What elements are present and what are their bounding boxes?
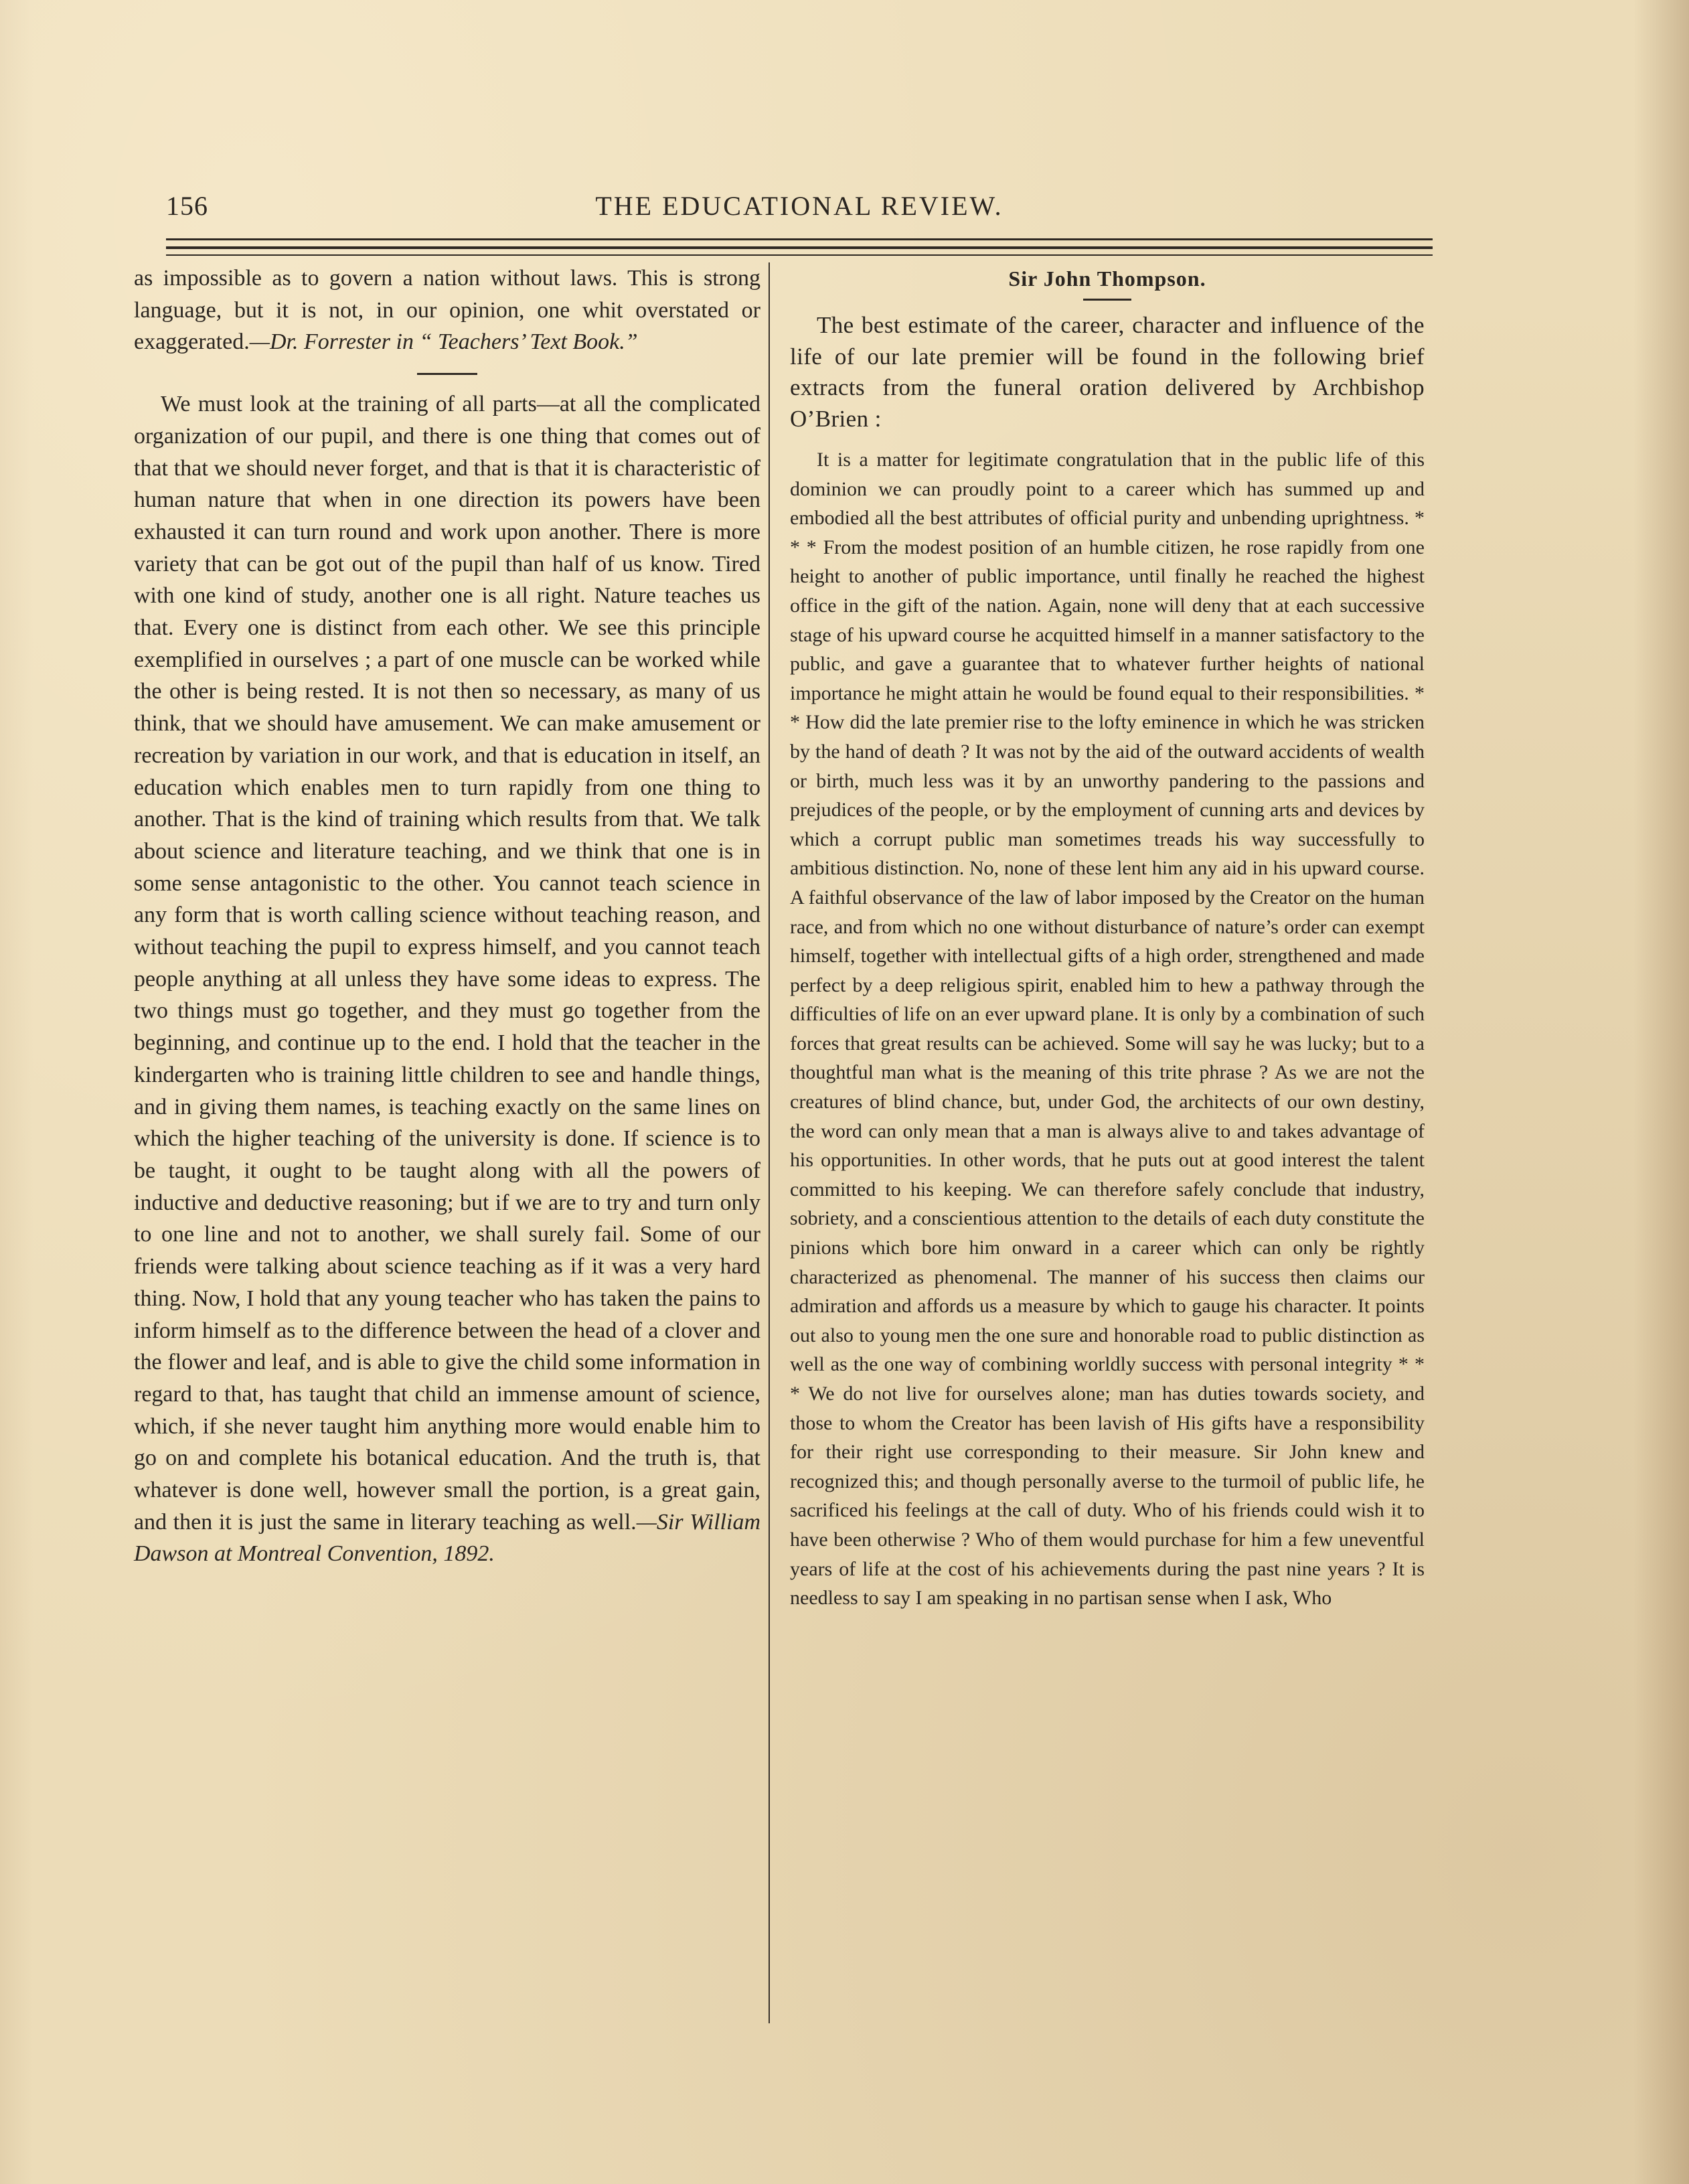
article-intro: The best estimate of the career, character and influence of the life of our late premier will be found in the following brief extracts from the funeral oration delivered by Archbishop O’Brien :: [790, 312, 1425, 432]
header-rule-bottom: [166, 254, 1433, 256]
journal-title: THE EDUCATIONAL REVIEW.: [595, 191, 1003, 221]
dawson-paragraph: [134, 388, 760, 1570]
title-rule: [1083, 299, 1131, 301]
dawson-attribution: —Sir William Dawson at Montreal Convention, 1892.: [134, 1509, 761, 1567]
forrester-attribution: —Dr. Forrester in “ Teachers’ Text Book.”: [249, 329, 638, 355]
column-divider: [769, 262, 770, 2023]
header-rule-top: [166, 238, 1433, 240]
oration-extract: It is a matter for legitimate congratulation that in the public life of this dominion we can proudly point to a career which has summed up and embodied all the best attributes of official purity and unbending uprightness. * * * From the modest position of an humble citizen, he rose rapidly from one height to another of public importance, until finally he reached the highest office in the gift of the nation. Again, none will deny that at each successive stage of his upward course he acquitted himself in a manner satisfactory to the public, and gave a guarantee that to whatever further heights of national importance he might attain he would be found equal to their responsibilities. * * How did the late premier rise to the lofty eminence in which he was stricken by the hand of death ? It was not by the aid of the outward accidents of wealth or birth, much less was it by an unworthy pandering to the passions and prejudices of the people, or by the employment of cunning arts and devices by which a corrupt public man sometimes treads his way successfully to ambitious distinction. No, none of these lent him any aid in his upward course. A faithful observance of the law of labor imposed by the Creator on the human race, and from which no one without disturbance of nature’s order can exempt himself, together with intellectual gifts of a high order, strengthened and made perfect by a deep religious spirit, enabled him to hew a pathway through the difficulties of life on an ever upward plane. It is only by a combination of such forces that great results can be achieved. Some will say he was lucky; but to a thoughtful man what is the meaning of this trite phrase ? As we are not the creatures of blind chance, but, under God, the architects of our own destiny, the word can only mean that a man is always alive to and takes advantage of his opportunities. In other words, that he puts out at good interest the talent committed to his keeping. We can therefore safely conclude that industry, sobriety, and a conscientious attention to the details of each duty constitute the pinions which bore him onward in a career which can only be rightly characterized as phenomenal. The manner of his success then claims our admiration and affords us a measure by which to gauge his character. It points out also to young men the one sure and honorable road to public distinction as well as the one way of combining worldly success with personal integrity * * * We do not live for ourselves alone; man has duties towards society, and those to whom the Creator has been lavish of His gifts have a responsibility for their right use corresponding to their measure. Sir John knew and recognized this; and though personally averse to the turmoil of public life, he sacrificed his feelings at the call of duty. Who of his friends could wish it to have been otherwise ? Who of them would purchase for him a few uneventful years of life at the cost of his achievements during the past nine years ? It is needless to say I am speaking in no partisan sense when I ask, Who: [790, 449, 1425, 1610]
right-column: [790, 262, 1425, 1613]
article-title: Sir John Thompson.: [1008, 266, 1206, 291]
page-number: 156: [166, 191, 208, 221]
forrester-paragraph: [134, 262, 760, 358]
dawson-text: We must look at the training of all parts—at all the complicated organization of our pupil, and there is one thing that comes out of that that we should never forget, and that is that it is characteristic of human nature that when in one direction its powers have been exhausted it can turn round and work upon another. There is more variety that can be got out of the pupil than half of us know. Tired with one kind of study, another one is all right. Nature teaches us that. Every one is distinct from each other. We see this principle exemplified in ourselves ; a part of one muscle can be worked while the other is being rested. It is not then so necessary, as many of us think, that we should have amusement. We can make amusement or recreation by variation in our work, and that is education in itself, an education which enables men to turn rapidly from one thing to another. That is the kind of training which results from that. We talk about science and literature teaching, and we think that one is in some sense antagonistic to the other. You cannot teach science in any form that is worth calling science without teaching reason, and without teaching the pupil to express himself, and you cannot teach people anything at all unless they have some ideas to express. The two things must go together, and they must go together from the beginning, and continue up to the end. I hold that the teacher in the kindergarten who is training little children to see and handle things, and in giving them names, is teaching exactly on the same lines on which the higher teaching of the university is done. If science is to be taught, it ought to be taught along with all the powers of inductive and deductive reasoning; but if we are to try and turn only to one line and not to another, we shall surely fail. Some of our friends were talking about science teaching as if it was a very hard thing. Now, I hold that any young teacher who has taken the pains to inform himself as to the difference between the head of a clover and the flower and leaf, and is able to give the child some information in regard to that, has taught that child an immense amount of science, which, if she never taught him anything more would enable him to go on and complete his botanical education. And the truth is, that whatever is done well, however small the portion, is a great gain, and then it is just the same in literary teaching as well.: [134, 392, 760, 1535]
page-header: [166, 185, 1433, 225]
left-column: [134, 262, 760, 1570]
forrester-text: as impossible as to govern a nation without laws. This is strong language, but it is not, in our opinion, one whit overstated or exaggerated.: [134, 266, 760, 355]
header-rule-middle: [166, 246, 1433, 249]
section-divider-rule: [417, 373, 477, 375]
